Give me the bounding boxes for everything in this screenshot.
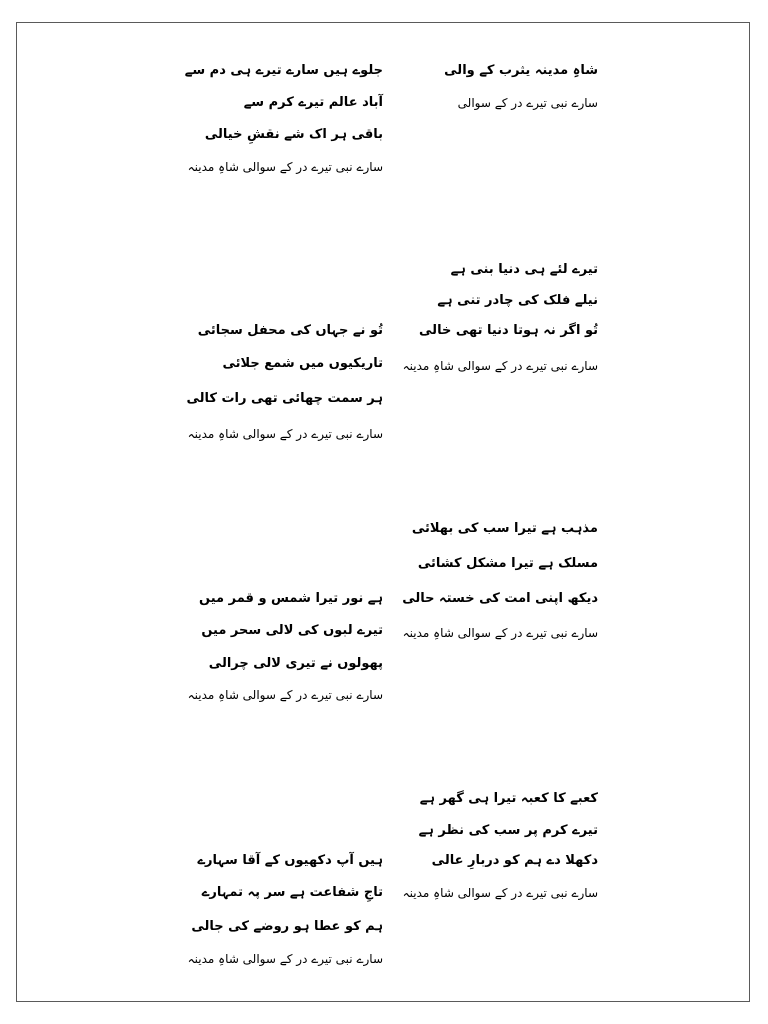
stanza1-right-line-1: شاہِ مدینہ یثرب کے والی [444,63,598,78]
stanza3-right-line-2: مسلک ہے تیرا مشکل کشائی [417,556,598,571]
stanza2-right-refrain: سارے نبی تیرے در کے سوالی شاہِ مدینہ [402,359,598,373]
stanza1-left-line-1: جلوے ہیں سارے تیرے ہی دم سے [184,63,383,78]
stanza4-left-line-1: ہیں آپ دکھیوں کے آقا سہارے [197,853,383,868]
stanza3-left-line-3: پھولوں نے تیری لالی چرالی [208,656,383,671]
stanza4-left-refrain: سارے نبی تیرے در کے سوالی شاہِ مدینہ [187,952,383,966]
stanza2-left-line-2: تاریکیوں میں شمع جلائی [222,356,383,371]
stanza4-left-line-3: ہم کو عطا ہو روضے کی جالی [191,919,383,934]
stanza2-right-line-1: تیرے لئے ہی دنیا بنی ہے [450,262,598,277]
stanza4-right-line-2: تیرے کرم پر سب کی نظر ہے [418,823,598,838]
stanza2-left-line-1: تُو نے جہاں کی محفل سجائی [197,323,383,338]
stanza4-right-line-1: کعبے کا کعبہ تیرا ہی گھر ہے [419,791,598,806]
stanza3-right-line-3: دیکھ اپنی امت کی خستہ حالی [402,591,598,606]
stanza3-right-line-1: مذہب ہے تیرا سب کی بھلائی [411,521,598,536]
stanza4-left-line-2: تاجِ شفاعت ہے سر پہ تمہارے [201,885,383,900]
stanza2-right-line-3: تُو اگر نہ ہوتا دنیا تھی خالی [419,323,598,338]
page-frame [16,22,750,1002]
stanza3-left-line-1: ہے نور تیرا شمس و قمر میں [199,591,383,606]
stanza4-right-line-3: دکھلا دے ہم کو دربارِ عالی [431,853,598,868]
stanza3-right-refrain: سارے نبی تیرے در کے سوالی شاہِ مدینہ [402,626,598,640]
stanza2-left-line-3: ہر سمت چھائی تھی رات کالی [186,391,383,406]
stanza2-left-refrain: سارے نبی تیرے در کے سوالی شاہِ مدینہ [187,427,383,441]
stanza4-right-refrain: سارے نبی تیرے در کے سوالی شاہِ مدینہ [402,886,598,900]
stanza2-right-line-2: نیلے فلک کی چادر تنی ہے [437,293,598,308]
stanza1-left-line-3: باقی ہر اک شے نقشِ خیالی [204,127,383,142]
stanza1-right-line-2: سارے نبی تیرے در کے سوالی [457,96,598,110]
stanza1-left-refrain: سارے نبی تیرے در کے سوالی شاہِ مدینہ [187,160,383,174]
stanza3-left-line-2: تیرے لبوں کی لالی سحر میں [201,623,383,638]
stanza1-left-line-2: آباد عالم تیرے کرم سے [243,95,383,110]
stanza3-left-refrain: سارے نبی تیرے در کے سوالی شاہِ مدینہ [187,688,383,702]
